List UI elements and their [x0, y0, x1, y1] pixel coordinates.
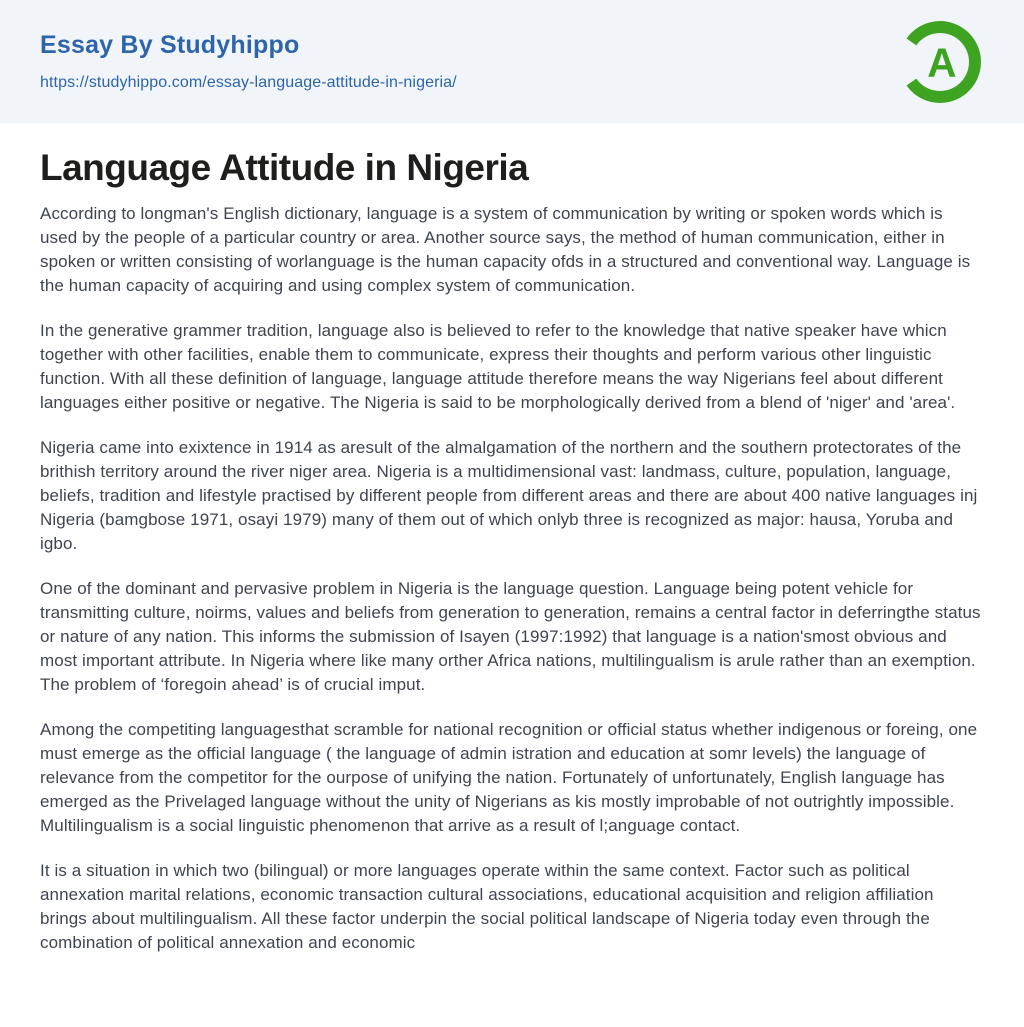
studyhippo-logo-icon: [894, 16, 986, 108]
essay-paragraph-2: In the generative grammer tradition, language also is believed to refer to the knowledge that native speaker have whicn together with other facilities, enable them to communicate, express their thoughts and perform various other linguistic function. With all these definition of language, language attitude therefore means the way Nigerians feel about different languages either positive or negative. The Nigeria is said to be morphologically derived from a blend of 'niger' and 'area'.: [40, 321, 956, 412]
essay-paragraph-6: It is a situation in which two (bilingual) or more languages operate within the same context. Factor such as political annexation marital relations, economic transaction cultural associations, educational acquisition and religion affiliation brings about multilingualism. All these factor underpin the social political landscape of Nigeria today even through the combination of political annexation and economic: [40, 861, 934, 952]
essay-paragraph-4: One of the dominant and pervasive problem in Nigeria is the language question. Language being potent vehicle for transmitting culture, noirms, values and beliefs from generation to generation, remains a central factor in deferringthe status or nature of any nation. This informs the submission of Isayen (1997:1992) that language is a nation'smost obvious and most important attribute. In Nigeria where like many orther Africa nations, multilingualism is arule rather than an exemption. The problem of ‘foregoin ahead’ is of crucial imput.: [40, 579, 981, 694]
essay-paragraph-5: Among the competiting languagesthat scramble for national recognition or official status whether indigenous or foreing, one must emerge as the official language ( the language of admin istration and education at somr levels) the language of relevance from the competitor for the ourpose of unifying the nation. Fortunately of unfortunately, English language has emerged as the Privelaged language without the unity of Nigerians as kis mostly improbable of not outrightly impossible. Multilingualism is a social linguistic phenomenon that arrive as a result of l;anguage contact.: [40, 720, 978, 835]
page-header: [0, 0, 1024, 123]
essay-content: [0, 123, 1024, 955]
site-title: Essay By Studyhippo: [40, 31, 300, 59]
essay-title: Language Attitude in Nigeria: [40, 147, 529, 188]
essay-paragraph-3: Nigeria came into exixtence in 1914 as aresult of the almalgamation of the northern and the southern protectorates of the brithish territory around the river niger area. Nigeria is a multidimensional vast: landmass, culture, population, language, beliefs, tradition and lifestyle practised by different people from different areas and there are about 400 native languages inj Nigeria (bamgbose 1971, osayi 1979) many of them out of which onlyb three is recognized as major: hausa, Yoruba and igbo.: [40, 438, 978, 553]
header-text-block: [40, 31, 457, 92]
logo-letter: A: [927, 39, 957, 86]
essay-paragraph-1: According to longman's English dictionary, language is a system of communication by writing or spoken words which is used by the people of a particular country or area. Another source says, the method of human communication, either in spoken or written consisting of worlanguage is the human capacity ofds in a structured and conventional way. Language is the human capacity of acquiring and using complex system of communication.: [40, 204, 971, 295]
source-url-link[interactable]: https://studyhippo.com/essay-language-attitude-in-nigeria/: [40, 74, 457, 91]
